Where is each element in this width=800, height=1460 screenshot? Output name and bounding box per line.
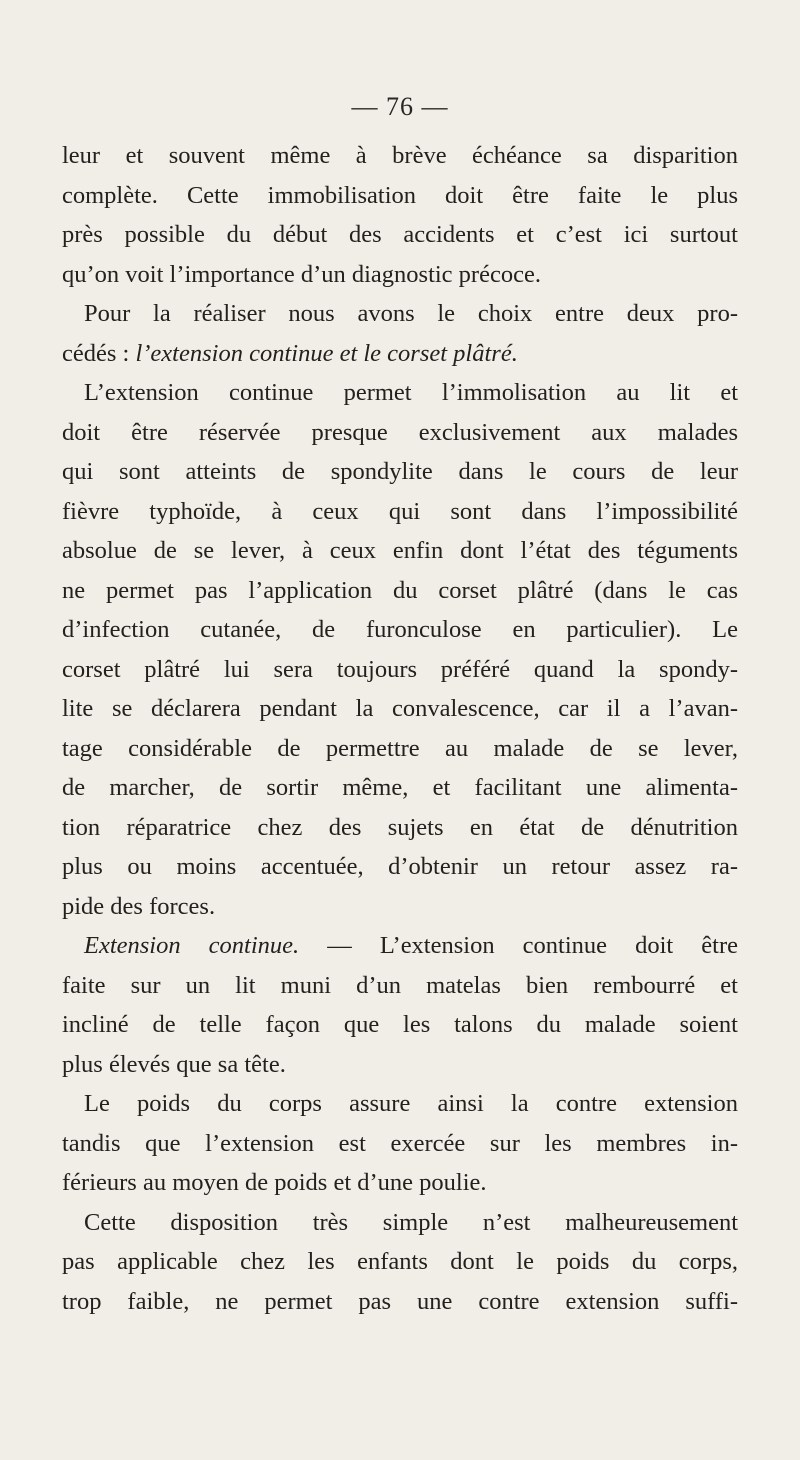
text-line: qui sont atteints de spondylite dans le cours de leur <box>62 458 738 485</box>
text-line: pas applicable chez les enfants dont le poids du corps, <box>62 1248 738 1275</box>
text-line: tage considérable de permettre au malade de se lever, <box>62 734 738 762</box>
text-line: plus ou moins accentuée, d’obtenir un retour assez ra- <box>62 853 738 880</box>
text-line: tion réparatrice chez des sujets en état de dénutrition <box>62 813 738 841</box>
text-line: absolue de se lever, à ceux enfin dont l’état des téguments <box>62 537 738 564</box>
text-line: Cette disposition très simple n’est malheureusement <box>84 1208 738 1236</box>
italic-phrase: l’extension continue et le corset plâtré. <box>135 339 518 367</box>
text-segment: — L’extension continue doit être <box>299 932 738 959</box>
text-line: doit être réservée presque exclusivement aux malades <box>62 418 738 446</box>
text-line: lite se déclarera pendant la convalescence, car il a l’avan- <box>62 695 738 722</box>
text-line: férieurs au moyen de poids et d’une poulie. <box>62 1169 487 1196</box>
text-line: trop faible, ne permet pas une contre extension suffi- <box>62 1287 738 1315</box>
text-line: qu’on voit l’importance d’un diagnostic précoce. <box>62 260 541 288</box>
text-line: corset plâtré lui sera toujours préféré quand la spondy- <box>62 655 738 683</box>
text-line: tandis que l’extension est exercée sur les membres in- <box>62 1129 738 1157</box>
text-line: faite sur un lit muni d’un matelas bien rembourré et <box>62 971 738 999</box>
text-line: de marcher, de sortir même, et facilitant une alimenta- <box>62 774 738 801</box>
text-line <box>62 334 738 374</box>
text-line: fièvre typhoïde, à ceux qui sont dans l’impossibilité <box>62 497 738 525</box>
text-line: L’extension continue permet l’immolisation au lit et <box>84 379 738 406</box>
text-segment: cédés : <box>62 339 136 367</box>
body-text <box>62 136 738 1321</box>
text-line: incliné de telle façon que les talons du malade soient <box>62 1011 738 1038</box>
text-line <box>62 926 738 966</box>
text-line: Pour la réaliser nous avons le choix entre deux pro- <box>84 300 738 327</box>
text-line: complète. Cette immobilisation doit être faite le plus <box>62 181 738 209</box>
text-line: leur et souvent même à brève échéance sa disparition <box>62 142 738 169</box>
page-number: — 76 — <box>351 92 449 121</box>
text-line: plus élevés que sa tête. <box>62 1050 286 1078</box>
text-line: pide des forces. <box>62 892 216 920</box>
text-line: Le poids du corps assure ainsi la contre extension <box>84 1090 738 1117</box>
text-line: d’infection cutanée, de furonculose en particulier). Le <box>62 616 738 643</box>
text-line: ne permet pas l’application du corset plâtré (dans le cas <box>62 576 738 604</box>
text-line: près possible du début des accidents et c’est ici surtout <box>62 221 738 248</box>
section-heading: Extension continue. <box>84 932 300 959</box>
